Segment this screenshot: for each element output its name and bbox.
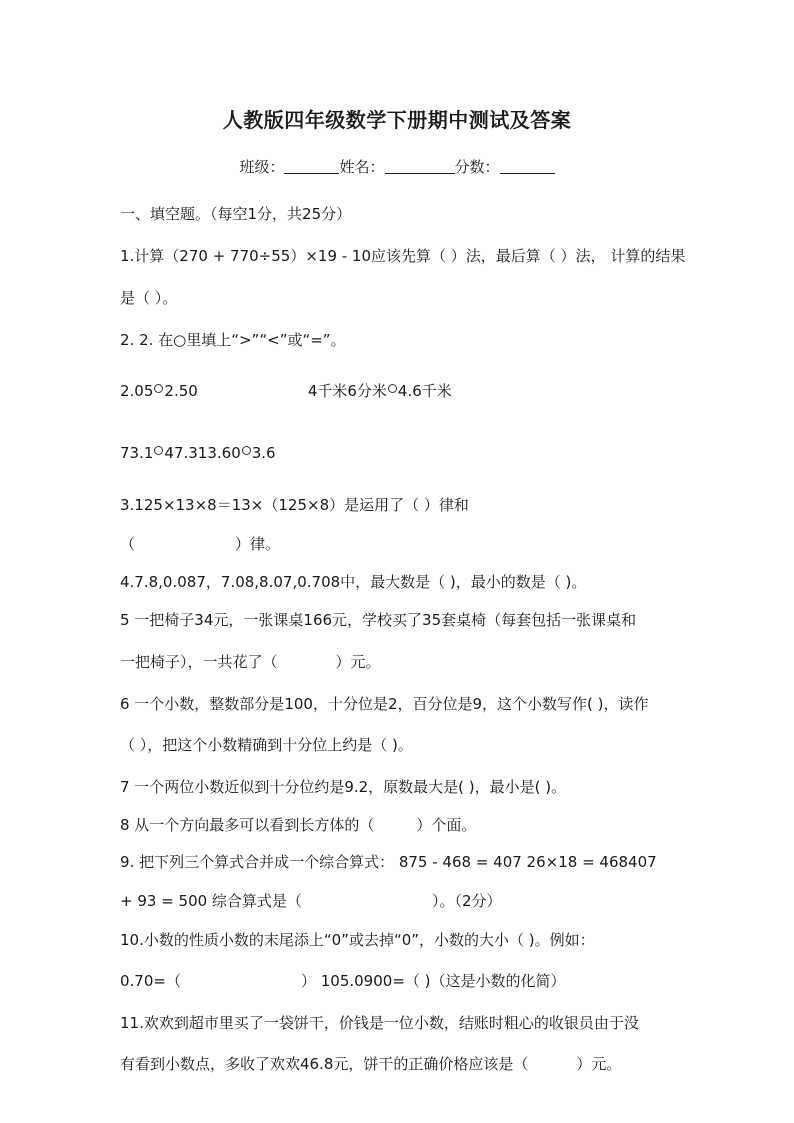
- score-label: 分数：: [454, 158, 500, 176]
- question-5-line-1: 5 一把椅子34元，一张课桌166元，学校买了35套桌椅（每套包括一张课桌和: [120, 611, 637, 629]
- question-1-line-2: 是（ ）。: [120, 289, 178, 307]
- section-heading: 一、填空题。（每空1分，共25分）: [120, 205, 352, 223]
- compare-circle[interactable]: [154, 384, 163, 393]
- question-3-line-2: （ ）律。: [120, 535, 281, 553]
- question-11-line-1: 11.欢欢到超市里买了一袋饼干，价钱是一位小数，结账时粗心的收银员由于没: [120, 1014, 639, 1032]
- score-blank[interactable]: [500, 159, 555, 174]
- page-title: 人教版四年级数学下册期中测试及答案: [222, 108, 572, 132]
- question-6-line-2: （ ），把这个小数精确到十分位上约是（ )。: [120, 736, 413, 754]
- question-7: 7 一个两位小数近似到十分位约是9.2，原数最大是( )，最小是( )。: [120, 778, 567, 796]
- question-10-line-2: 0.70=（ ） 105.0900=（ )（这是小数的化简）: [120, 972, 566, 990]
- question-5-line-2: 一把椅子），一共花了（ ）元。: [120, 653, 381, 671]
- question-6-line-1: 6 一个小数，整数部分是100，十分位是2，百分位是9，这个小数写作( )，读作: [120, 695, 649, 713]
- question-11-line-2: 有看到小数点，多收了欢欢46.8元，饼干的正确价格应该是（ ）元。: [120, 1055, 622, 1073]
- compare-circle[interactable]: [242, 446, 251, 455]
- student-info-line: [0, 156, 794, 177]
- question-10-line-1: 10.小数的性质小数的末尾添上“0”或去掉“0”，小数的大小（ )。例如：: [120, 931, 595, 949]
- class-blank[interactable]: [284, 159, 339, 174]
- question-9-line-1: 9. 把下列三个算式合并成一个综合算式： 875 - 468 = 407 26×18 = 468407: [120, 853, 657, 871]
- question-2-row-2: 73.1 47.313.60 3.6: [120, 444, 276, 462]
- question-1-line-1: 1.计算（270 + 770÷55）×19 - 10应该先算（ ）法，最后算（ ）法， 计算的结果: [120, 247, 686, 265]
- question-4: 4.7.8,0.087，7.08,8.07,0.708中，最大数是（ )，最小的数是（ )。: [120, 573, 587, 591]
- name-blank[interactable]: [385, 159, 455, 174]
- question-2-intro: 2. 2. 在○里填上“>”“<”或“=”。: [120, 331, 346, 349]
- class-label: 班级：: [239, 158, 285, 176]
- question-8: 8 从一个方向最多可以看到长方体的（ ）个面。: [120, 816, 477, 834]
- question-9-line-2: + 93 = 500 综合算式是（ ）。（2分）: [120, 892, 502, 910]
- name-label: 姓名：: [339, 158, 385, 176]
- compare-circle[interactable]: [154, 446, 163, 455]
- question-3-line-1: 3.125×13×8＝13×（125×8）是运用了（ ）律和: [120, 496, 469, 514]
- compare-circle[interactable]: [388, 384, 397, 393]
- question-2-row-1: 2.05 2.50 4千米6分米 4.6千米: [120, 382, 452, 400]
